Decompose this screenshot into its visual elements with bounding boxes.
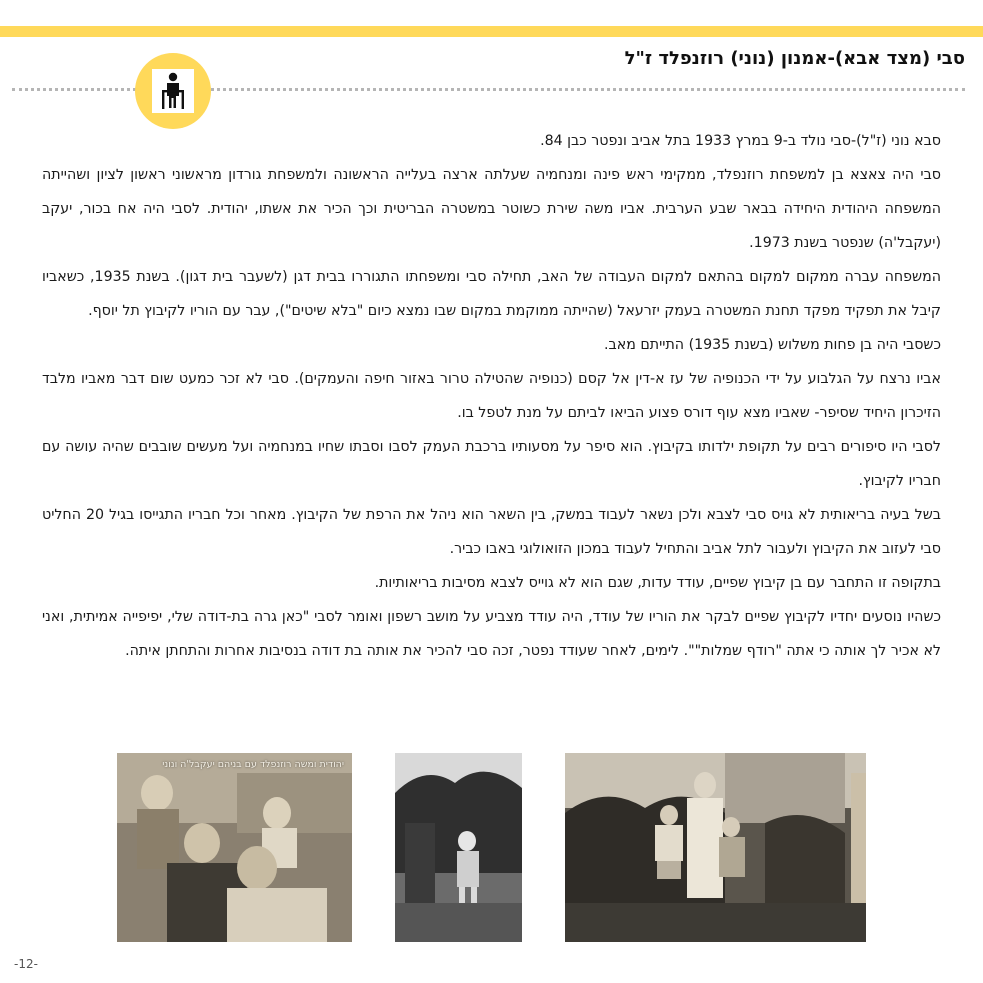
paragraph: סבי היה צאצא בן למשפחת רוזנפלד, ממקימי ראש פינה ומנחמיה שעלתה ארצה בעלייה הראשונה ולמשפחת גורדון מראשוני ראשון לציון ושהייתה המשפחה היהודית היחידה בבאר שבע הערבית. אביו משה שירת כשוטר במשטרה הבריטית וכך הכיר את אשתו, יהודית. לסבי היה אח בכור, יעקב (יעקבל'ה) שנפטר בשנת 1973. bbox=[42, 167, 941, 251]
page-title: סבי (מצד אבא)-אמנון (נוני) רוזנפלד ז"ל bbox=[624, 48, 965, 69]
paragraph: אביו נרצח על הגלבוע על ידי הכנופיה של עז א-דין אל קסם (כנופיה שהטילה טרור באזור חיפה והעמקים). סבי לא זכר כמעט שום דבר מאביו מלבד הזיכרון היחיד שסיפר- שאביו מצא עוף דורס פצוע הביאו לביתם על מנת לטפל בו. bbox=[42, 371, 941, 421]
paragraph: כשהיו נוסעים יחדיו לקיבוץ שפיים לבקר את הוריו של עודד, היה עודד מצביע על מושב רשפון ואומר לסבי "כאן גרה בת-דודה שלי, יפיפייה אמיתית, ואני לא אכיר לך אותה כי אתה "רודף שמלות"". לימים, לאחר שעודד נפטר, זכה סבי להכיר את אותה בת דודה בנסיבות אחרות והתחתן איתה. bbox=[42, 609, 941, 659]
paragraph: בתקופה זו התחבר עם בן קיבוץ שפיים, עודד עדות, שגם הוא לא גוייס לצבא מסיבות בריאותיות. bbox=[374, 575, 941, 591]
paragraph: לסבי היו סיפורים רבים על תקופת ילדותו בקיבוץ. הוא סיפר על מסעותיו ברכבת העמק לסבו וסבתו שחיו במנחמיה ועל מעשים שובבים שהיה עושה עם חבריו לקיבוץ. bbox=[42, 439, 941, 489]
page-number: -12- bbox=[14, 957, 38, 971]
family-photo bbox=[117, 753, 352, 942]
biography-text bbox=[42, 124, 941, 668]
paragraph: כשסבי היה בן פחות משלוש (בשנת 1935) התייתם מאב. bbox=[604, 337, 941, 353]
top-accent-band bbox=[0, 26, 983, 37]
paragraph: המשפחה עברה ממקום למקום בהתאם למקום העבודה של האב, תחילה סבי ומשפחתו התגוררו בבית דגן (לשעבר בית דגון). בשנת 1935, כשאביו קיבל את תפקיד מפקד תחנת המשטרה בעמק יזרעאל (שהייתה ממוקמת במקום שבו נמצא כיום "בלא שיטים"), עבר עם הוריו לקיבוץ תל יוסף. bbox=[42, 269, 941, 319]
paragraph: סבא נוני (ז"ל)-סבי נולד ב-9 במרץ 1933 בתל אביב ונפטר כבן 84. bbox=[540, 133, 941, 149]
elderly-person-icon bbox=[152, 69, 194, 113]
mother-and-sons-photo bbox=[565, 753, 866, 942]
photo-caption: יהודית ומשה רוזנפלד עם בניהם יעקבל'ה ונוני bbox=[162, 759, 344, 770]
title-badge bbox=[135, 53, 211, 129]
paragraph: בשל בעיה בריאותית לא גויס סבי לצבא ולכן נשאר לעבוד במשק, בין השאר הוא ניהל את הרפת של הקיבוץ. מאחר וכל חבריו התגייסו בגיל 20 החליט סבי לעזוב את הקיבוץ ולעבור לתל אביב והתחיל לעבוד במכון הזואולוגי באבו כביר. bbox=[42, 507, 941, 557]
child-photo bbox=[395, 753, 522, 942]
